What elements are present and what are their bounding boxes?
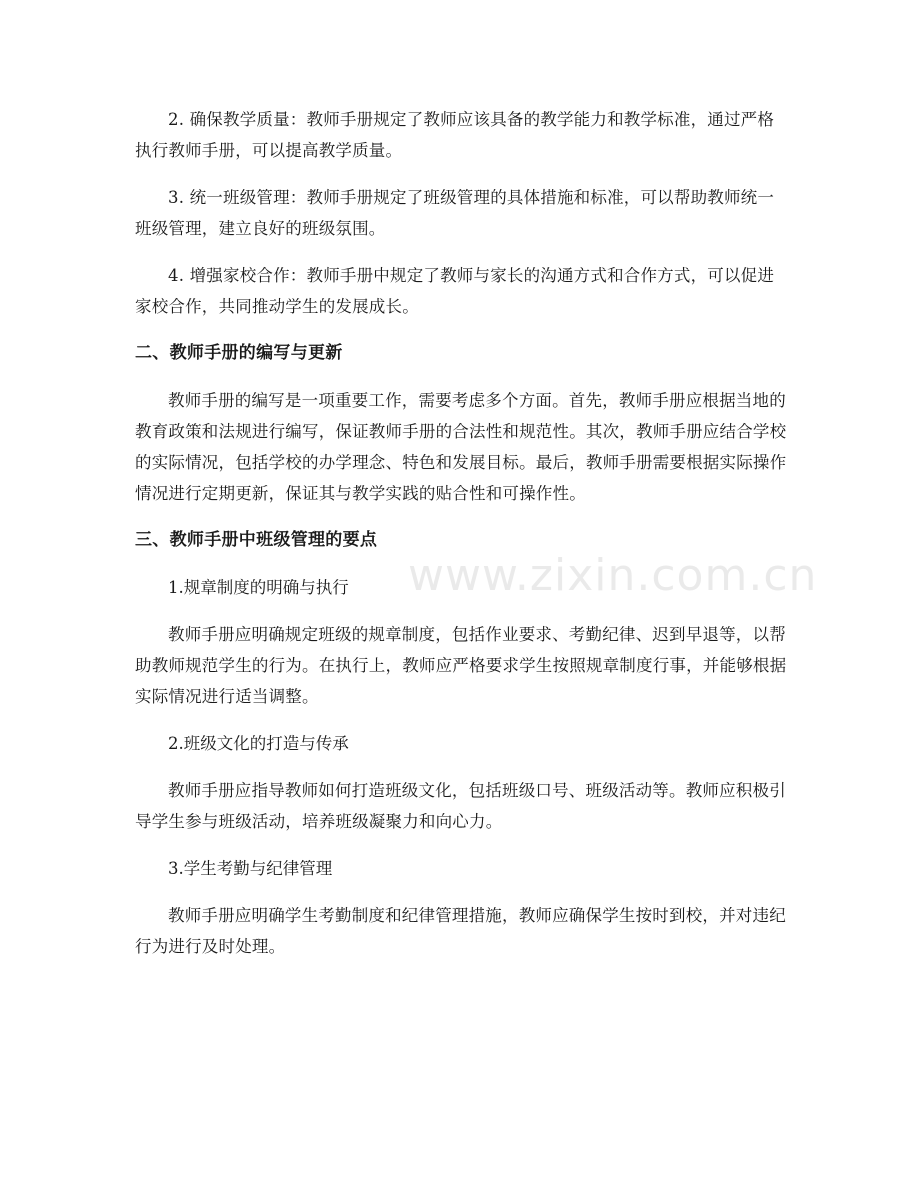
subheading-attendance: 3.学生考勤与纪律管理: [168, 859, 333, 878]
subheading-class-culture: 2.班级文化的打造与传承: [168, 734, 349, 753]
paragraph-writing-update: 教师手册的编写是一项重要工作，需要考虑多个方面。首先，教师手册应根据当地的教育政策和法规进行编写，保证教师手册的合法性和规范性。其次，教师手册应结合学校的实际情况，包括学校的办学理念、特色和发展目标。最后，教师手册需要根据实际操作情况进行定期更新，保证其与教学实践的贴合性和可操作性。: [135, 391, 787, 503]
paragraph-rules: 教师手册应明确规定班级的规章制度，包括作业要求、考勤纪律、迟到早退等，以帮助教师规范学生的行为。在执行上，教师应严格要求学生按照规章制度行事，并能够根据实际情况进行适当调整。: [135, 625, 787, 706]
paragraph-home-school: 4. 增强家校合作：教师手册中规定了教师与家长的沟通方式和合作方式，可以促进家校合作，共同推动学生的发展成长。: [135, 266, 775, 316]
section-heading-class-management-points: 三、教师手册中班级管理的要点: [135, 530, 378, 550]
paragraph-class-management: 3. 统一班级管理：教师手册规定了班级管理的具体措施和标准，可以帮助教师统一班级管理，建立良好的班级氛围。: [135, 188, 775, 238]
document-body: [135, 104, 787, 978]
paragraph-attendance: 教师手册应明确学生考勤制度和纪律管理措施，教师应确保学生按时到校，并对违纪行为进行及时处理。: [135, 906, 786, 956]
paragraph-class-culture: 教师手册应指导教师如何打造班级文化，包括班级口号、班级活动等。教师应积极引导学生参与班级活动，培养班级凝聚力和向心力。: [135, 781, 786, 831]
section-heading-writing-update: 二、教师手册的编写与更新: [135, 343, 343, 363]
paragraph-quality: 2. 确保教学质量：教师手册规定了教师应该具备的教学能力和教学标准，通过严格执行教师手册，可以提高教学质量。: [135, 110, 775, 160]
watermark-text: www.zixin.com.cn: [408, 550, 818, 601]
subheading-rules: 1.规章制度的明确与执行: [168, 578, 349, 597]
